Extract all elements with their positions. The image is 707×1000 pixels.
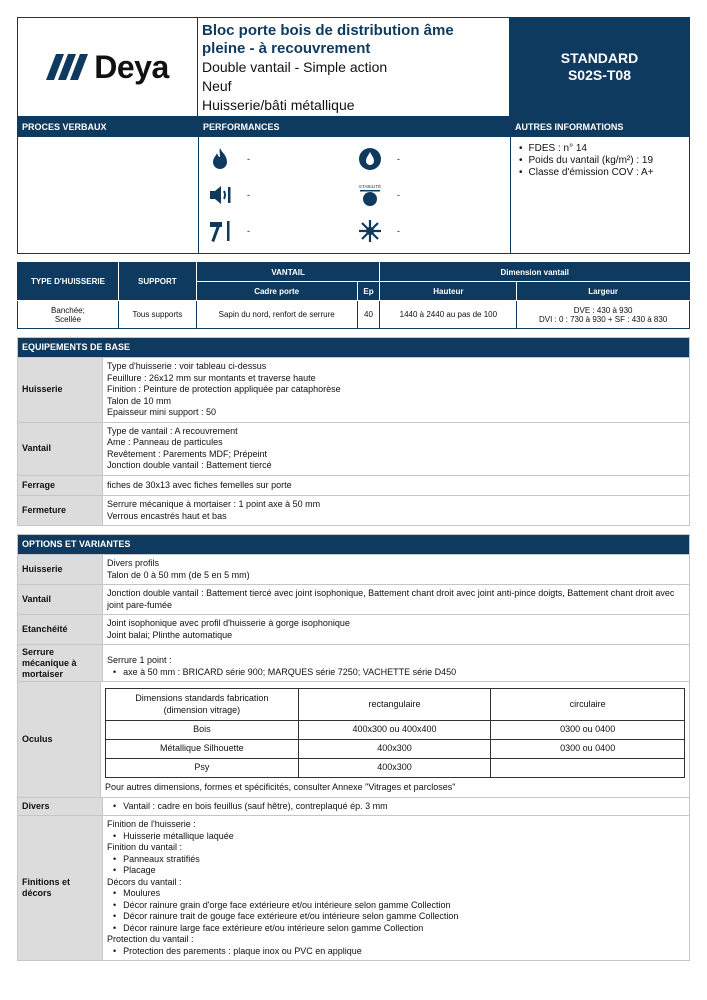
text-line: Talon de 10 mm	[107, 395, 172, 406]
oculus-head-dimensions	[106, 689, 299, 721]
section-title: OPTIONS ET VARIANTES	[18, 535, 689, 554]
document-header	[17, 17, 690, 117]
perf-climate-value: -	[397, 226, 400, 236]
row-label: Divers	[18, 798, 102, 816]
col-header-ep: Ep	[357, 282, 380, 301]
head-line: (dimension vitrage)	[163, 704, 241, 715]
text-line: Epaisseur mini support : 50	[107, 407, 217, 417]
cell-ep: 40	[357, 301, 380, 329]
text-line: Serrure mécanique à mortaiser : 1 point axe à 50 mm	[107, 499, 321, 509]
acoustic-icon	[207, 182, 233, 208]
row-content	[102, 423, 689, 475]
logo	[18, 18, 198, 116]
table-cell: 0300 ou 0400	[491, 721, 685, 740]
perf-water-air	[357, 145, 507, 173]
cell-hauteur: 1440 à 2440 au pas de 100	[380, 301, 517, 329]
perf-stability-value: -	[397, 190, 400, 200]
equip-row-ferrage	[18, 475, 689, 496]
list-item: • Classe d'émission COV : A+	[519, 167, 689, 179]
oculus-head-circ: circulaire	[491, 689, 685, 721]
opt-row-vantail	[18, 584, 689, 614]
equip-row-huisserie	[18, 357, 689, 422]
options-section	[17, 534, 690, 961]
opt-row-huisserie	[18, 554, 689, 584]
cell-type-line1: Banchée;	[51, 305, 85, 315]
perf-water-air-value: -	[397, 154, 400, 164]
row-content	[100, 682, 689, 797]
performances-column	[198, 117, 510, 253]
text-line: Type d'huisserie : voir tableau ci-dessus	[107, 361, 267, 371]
list-item: • Poids du vantail (kg/m²) : 19	[519, 155, 689, 167]
table-row	[106, 721, 685, 740]
text-line: Finition de l'huisserie :	[107, 819, 196, 829]
table-row	[106, 740, 685, 759]
perf-climate	[357, 217, 507, 245]
table-cell	[491, 759, 685, 778]
row-label: Huisserie	[18, 555, 102, 584]
text-line: Jonction double vantail : Battement tiercé avec joint isophonique, Battement chant droit avec joint anti-pince doigts, Battement chant droit avec joint pare-fumée	[107, 588, 675, 610]
col-header-vantail: VANTAIL	[196, 263, 380, 282]
perf-fire	[207, 145, 357, 173]
cell-largeur	[517, 301, 690, 329]
col-header-largeur: Largeur	[517, 282, 690, 301]
row-label: Etanchéité	[18, 615, 102, 644]
row-content	[102, 645, 689, 681]
equipements-section	[17, 337, 690, 526]
bullet-item: • Décor rainure trait de gouge face extérieure et/ou intérieure selon gamme Collection	[107, 911, 685, 923]
pv-column	[18, 117, 198, 253]
text-line: Protection du vantail :	[107, 934, 194, 944]
label-line: mécanique à	[22, 657, 77, 668]
text-line: Serrure 1 point :	[107, 655, 172, 665]
deya-logo-icon	[46, 54, 90, 80]
fire-icon	[207, 146, 233, 172]
oculus-head-rect: rectangulaire	[298, 689, 491, 721]
label-line: Serrure	[22, 646, 55, 657]
text-line: Talon de 0 à 50 mm (de 5 en 5 mm)	[107, 569, 250, 580]
opt-row-oculus	[18, 681, 689, 797]
product-subtitle-1: Double vantail - Simple action	[202, 59, 388, 75]
row-content	[102, 476, 689, 496]
cell-largeur-line1: DVE : 430 à 930	[573, 305, 633, 315]
bullet-item: • axe à 50 mm : BRICARD série 900; MARQUES série 7250; VACHETTE série D450	[107, 667, 685, 679]
stability-icon	[357, 182, 383, 208]
perf-burglary-value: -	[247, 226, 250, 236]
row-label: Oculus	[18, 682, 100, 797]
stability-label: STABILITÉ	[358, 184, 382, 189]
table-cell: Psy	[106, 759, 299, 778]
table-cell: Métallique Silhouette	[106, 740, 299, 759]
performances-header: PERFORMANCES	[199, 117, 510, 137]
text-line: Jonction double vantail : Battement tiercé	[107, 460, 272, 470]
bullet-item: • Moulures	[107, 888, 685, 900]
col-header-type: TYPE D'HUISSERIE	[18, 263, 119, 301]
table-cell: 400x300	[298, 740, 491, 759]
text-line: Joint balai; Plinthe automatique	[107, 629, 233, 640]
text-line: Divers profils	[107, 558, 160, 568]
list-item: • FDES : n° 14	[519, 143, 689, 155]
other-info-list	[511, 137, 689, 179]
row-label	[18, 816, 102, 960]
row-label: Fermeture	[18, 496, 102, 525]
pv-header: PROCES VERBAUX	[18, 117, 198, 137]
row-content	[102, 816, 689, 960]
water-air-icon	[357, 146, 383, 172]
row-label: Vantail	[18, 423, 102, 475]
info-row	[17, 117, 690, 254]
product-title-line2: pleine - à recouvrement	[202, 40, 371, 57]
product-code-block	[510, 18, 689, 116]
section-title: EQUIPEMENTS DE BASE	[18, 338, 689, 357]
head-line: Dimensions standards fabrication	[135, 693, 269, 703]
other-info-column	[510, 117, 689, 253]
product-subtitle-3: Huisserie/bâti métallique	[202, 97, 355, 113]
bullet-item: • Décor rainure large face extérieure et/ou intérieure selon gamme Collection	[107, 923, 685, 935]
text-line: Verrous encastrés haut et bas	[107, 510, 227, 521]
bullet-item: • Protection des parements : plaque inox ou PVC en applique	[107, 946, 685, 958]
table-cell: 0300 ou 0400	[491, 740, 685, 759]
text-line: fiches de 30x13 avec fiches femelles sur porte	[107, 479, 292, 490]
row-label: Huisserie	[18, 358, 102, 422]
cell-type	[18, 301, 119, 329]
label-line: décors	[22, 888, 52, 898]
bullet-item: • Vantail : cadre en bois feuillus (sauf hêtre), contreplaqué ép. 3 mm	[107, 801, 685, 813]
equip-row-vantail	[18, 422, 689, 475]
text-line: Revêtement : Parements MDF; Prépeint	[107, 448, 268, 459]
opt-row-divers	[18, 797, 689, 816]
title-block	[198, 18, 510, 116]
product-subtitle-2: Neuf	[202, 78, 232, 94]
bullet-item: • Panneaux stratifiés	[107, 854, 685, 866]
opt-row-etancheite	[18, 614, 689, 644]
bullet-item: • Placage	[107, 865, 685, 877]
text-line: Feuillure : 26x12 mm sur montants et traverse haute	[107, 372, 316, 383]
oculus-table	[105, 688, 685, 778]
cell-largeur-line2: DVI : 0 : 730 à 930 + SF : 430 à 830	[538, 314, 668, 324]
col-header-support: SUPPORT	[118, 263, 196, 301]
row-content	[102, 798, 689, 816]
col-header-cadre: Cadre porte	[196, 282, 357, 301]
col-header-dimension: Dimension vantail	[380, 263, 690, 282]
code-line1: STANDARD	[560, 50, 639, 66]
cell-support: Tous supports	[118, 301, 196, 329]
row-content	[102, 585, 689, 614]
table-cell: 400x300	[298, 759, 491, 778]
bullet-item: • Décor rainure grain d'orge face extérieure et/ou intérieure selon gamme Collection	[107, 900, 685, 912]
bullet-item: • Huisserie métallique laquée	[107, 831, 685, 843]
burglary-icon	[207, 218, 233, 244]
perf-stability	[357, 181, 507, 209]
climate-icon	[357, 218, 383, 244]
table-row	[106, 759, 685, 778]
label-line: Finitions et	[22, 877, 70, 887]
perf-acoustic	[207, 181, 357, 209]
opt-row-serrure	[18, 644, 689, 681]
code-line2: S02S-T08	[567, 67, 632, 83]
row-content	[102, 615, 689, 644]
oculus-note: Pour autres dimensions, formes et spécificités, consulter Annexe "Vitrages et parcloses"	[105, 782, 456, 792]
text-line: Finition : Peinture de protection appliquée par cataphorèse	[107, 384, 341, 394]
table-cell: 400x300 ou 400x400	[298, 721, 491, 740]
row-label: Ferrage	[18, 476, 102, 496]
perf-burglary	[207, 217, 357, 245]
product-title-line1: Bloc porte bois de distribution âme	[202, 22, 454, 39]
table-cell: Bois	[106, 721, 299, 740]
row-content	[102, 555, 689, 584]
text-line: Joint isophonique avec profil d'huisserie à gorge isophonique	[107, 618, 350, 628]
cell-type-line2: Scellée	[54, 314, 82, 324]
dimension-table	[17, 262, 690, 329]
perf-fire-value: -	[247, 154, 250, 164]
logo-text: Deya	[94, 48, 169, 85]
row-content	[102, 496, 689, 525]
text-line: Décors du vantail :	[107, 876, 182, 887]
row-label	[18, 645, 102, 681]
text-line: Type de vantail : A recouvrement	[107, 425, 238, 436]
cell-cadre: Sapin du nord, renfort de serrure	[196, 301, 357, 329]
row-content	[102, 358, 689, 422]
other-info-header: AUTRES INFORMATIONS	[511, 117, 689, 137]
row-label: Vantail	[18, 585, 102, 614]
perf-acoustic-value: -	[247, 190, 250, 200]
table-row	[18, 301, 690, 329]
text-line: Finition du vantail :	[107, 842, 183, 852]
opt-row-finitions	[18, 815, 689, 960]
col-header-hauteur: Hauteur	[380, 282, 517, 301]
equip-row-fermeture	[18, 495, 689, 525]
label-line: mortaiser	[22, 668, 64, 679]
text-line: Ame : Panneau de particules	[107, 437, 223, 447]
